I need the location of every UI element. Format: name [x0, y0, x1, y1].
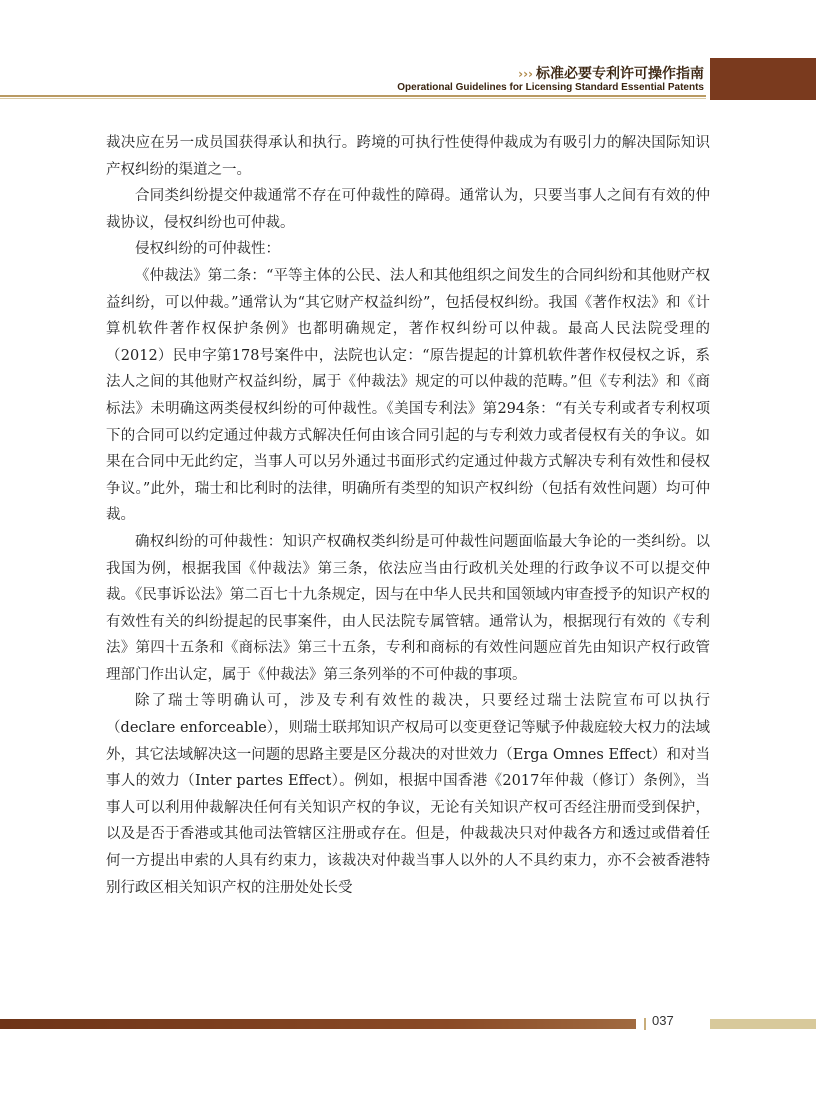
paragraph-2: 合同类纠纷提交仲裁通常不存在可仲裁性的障碍。通常认为，只要当事人之间有有效的仲裁协议，侵权纠纷也可仲裁。 — [106, 188, 710, 231]
footer-bar — [0, 1019, 636, 1029]
page-number: 037 — [652, 1013, 674, 1028]
paragraph-4: 《仲裁法》第二条：“平等主体的公民、法人和其他组织之间发生的合同纠纷和其他财产权益纠纷，可以仲裁。”通常认为“其它财产权益纠纷”，包括侵权纠纷。我国《著作权法》和《计算机软件著作权保护条例》也都明确规定，著作权纠纷可以仲裁。最高人民法院受理的（2012）民申字第178号案件中，法院也认定：“原告提起的计算机软件著作权侵权之诉，系法人之间的其他财产权益纠纷，属于《仲裁法》规定的可以仲裁的范畴。”但《专利法》和《商标法》未明确这两类侵权纠纷的可仲裁性。《美国专利法》第294条：“有关专利或者专利权项下的合同可以约定通过仲裁方式解决任何由该合同引起的与专利效力或者侵权有关的争议。如果在合同中无此约定，当事人可以另外通过书面形式约定通过仲裁方式解决专利有效性和侵权争议。”此外，瑞士和比利时的法律，明确所有类型的知识产权纠纷（包括有效性问题）均可仲裁。 — [106, 267, 710, 524]
body-text — [106, 130, 710, 901]
footer-bar-right — [710, 1019, 816, 1029]
header-divider-thin — [0, 98, 706, 99]
paragraph-6: 除了瑞士等明确认可，涉及专利有效性的裁决，只要经过瑞士法院宣布可以执行（declare enforceable），则瑞士联邦知识产权局可以变更登记等赋予仲裁庭较大权力的法域外，其它法域解决这一问题的思路主要是区分裁决的对世效力（Erga Omnes Effect）和对当事人的效力（Inter partes Effect）。例如，根据中国香港《2017年仲裁（修订）条例》，当事人可以利用仲裁解决任何有关知识产权的争议，无论有关知识产权可否经注册而受到保护，以及是否于香港或其他司法管辖区注册或存在。但是，仲裁裁决只对仲裁各方和透过或借着任何一方提出申索的人具有约束力，该裁决对仲裁当事人以外的人不具约束力，亦不会被香港特别行政区相关知识产权的注册处处长受 — [106, 693, 710, 896]
header-divider — [0, 95, 706, 97]
paragraph-5: 确权纠纷的可仲裁性：知识产权确权类纠纷是可仲裁性问题面临最大争论的一类纠纷。以我国为例，根据我国《仲裁法》第三条，依法应当由行政机关处理的行政争议不可以提交仲裁。《民事诉讼法》第二百七十九条规定，因与在中华人民共和国领域内审查授予的知识产权的有效性有关的纠纷提起的民事案件，由人民法院专属管辖。通常认为，根据现行有效的《专利法》第四十五条和《商标法》第三十五条，专利和商标的有效性问题应首先由知识产权行政管理部门作出认定，属于《仲裁法》第三条列举的不可仲裁的事项。 — [106, 533, 710, 683]
header-title-text: 标准必要专利许可操作指南 — [536, 66, 704, 82]
running-header-subtitle: Operational Guidelines for Licensing Standard Essential Patents — [397, 82, 704, 93]
running-header-title — [518, 63, 704, 83]
footer-separator — [644, 1018, 646, 1030]
paragraph-3: 侵权纠纷的可仲裁性： — [135, 241, 280, 258]
paragraph-1: 裁决应在另一成员国获得承认和执行。跨境的可执行性使得仲裁成为有吸引力的解决国际知识产权纠纷的渠道之一。 — [106, 135, 710, 178]
header-color-block — [710, 58, 816, 100]
header-arrows-icon: ››› — [518, 67, 533, 81]
